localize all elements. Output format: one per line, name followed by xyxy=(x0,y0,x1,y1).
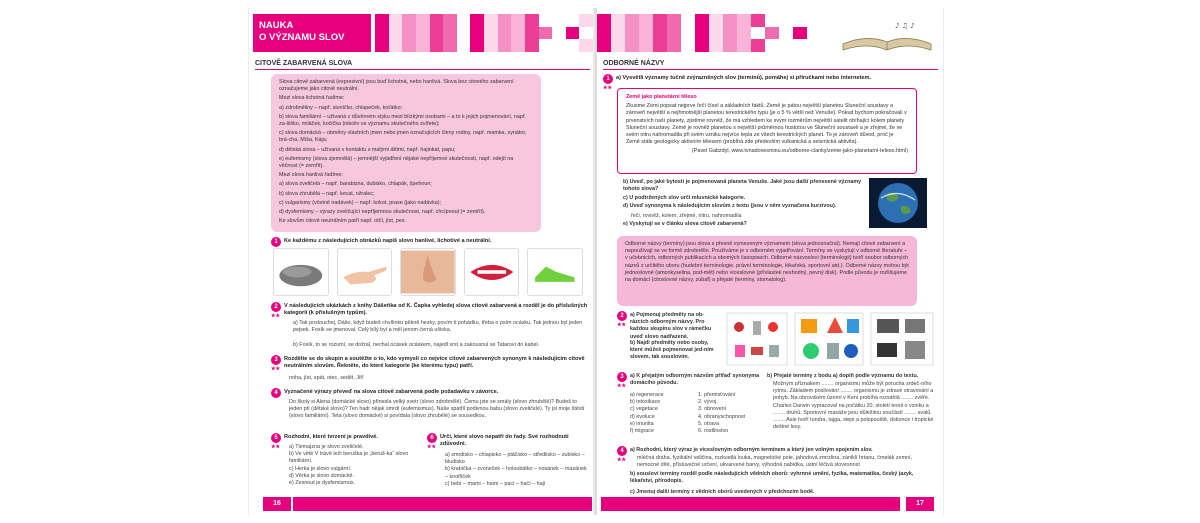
exercise-5-item: d) Věrka je slovo domácké. xyxy=(289,472,355,479)
difficulty-stars: ★★ xyxy=(617,383,626,389)
exercise-1-text: Ke každému z následujících obrázků napiš slovo hanlivé, lichotivé a neutrální. xyxy=(284,238,492,244)
mosaic-tile xyxy=(402,39,416,52)
mosaic-tile xyxy=(793,14,807,27)
mosaic-tile xyxy=(443,39,457,52)
section-title-left: CITOVĚ ZABARVENÁ SLOVA xyxy=(255,60,353,67)
exercise-number: 1 xyxy=(271,237,281,247)
mosaic-tile xyxy=(375,27,389,40)
mosaic-tile xyxy=(611,14,625,27)
mosaic-tile xyxy=(625,39,639,52)
mosaic-tile xyxy=(751,14,765,27)
nose-image xyxy=(400,248,456,296)
mosaic-tile xyxy=(511,27,525,40)
exercise-r2-images xyxy=(725,311,935,367)
exercise-number: 5 xyxy=(271,433,281,443)
exercise-5-item: e) Zesnout je dysfemismus. xyxy=(289,480,355,487)
mosaic-tile xyxy=(457,27,471,40)
hanliva-item: d) dysfemismy – výrazy zveličující nepříjemnou skutečnost, např. chcípnout (= zemřít). xyxy=(279,209,486,216)
mosaic-tile xyxy=(498,27,512,40)
lichotna-item: b) slova familiární – užívaná v důvěrném styku mezi blízkými osobami – a to k jejich pojmenování, např. za-šiško, miláček, kočička (nikoliv ve významu skutečného zvířete); xyxy=(279,113,527,128)
textbook-spread xyxy=(248,8,944,515)
r3-right-item: 5. otrava xyxy=(698,420,719,427)
mosaic-tile xyxy=(416,27,430,40)
hanliva-item: c) vulgarismy (včetně nadávek) – např. kokot, prase (jako nadávka); xyxy=(279,199,442,206)
article-source: (Pavel Gabzdyl, www.tvnadovesminu.eu/odborne-clanky/zeme-jako-planetarni-teleso.html) xyxy=(691,148,908,155)
difficulty-stars: ★★ xyxy=(603,85,612,91)
section-divider-left xyxy=(255,69,590,70)
mosaic-tile xyxy=(457,14,471,27)
r3-right-item: 1. přemisťování xyxy=(698,392,736,398)
article-text: Zkusme Zemi popsat nejprve řečí čísel a základních faktů. Země je pátou největší planetou Sluneční soustavy a zároveň největší a nejhmotnější planetou terestrického typu (je o 5 % větší než Venuše). Pokud bychom pokračovali v prvenstvích naší planety, zjistíme rovněž, že má vzhledem ke svým rozměrům největší satelit obíhající kolem planety Sluneční soustavy. Země je rovněž planetou s největší průměrnou hustotou ve Sluneční soustavě a je zřejmé, že ve svém nitru nahromadila při svém vzniku nejvíce tepla ze všech terestrických planet. To je zároveň důvod, proč je Země stále geologicky aktivním tělesem (probíhá zde především vulkanická a seismická aktivita). xyxy=(626,103,907,146)
r3-left-item: b) intoxikace xyxy=(630,399,661,406)
mosaic-tile xyxy=(375,39,389,52)
mosaic-tile xyxy=(470,27,484,40)
exercise-4-body: Do školy si Alena (domácké slovo) přinesla velký svetr (slovo zdrobnělé). Čemu jste se smály (slovo zhrubělé)? Budeš to jeden ptí (dětské slovo)? Ten hadr nějak smrdí (eufemismus). Naše spatřil podivnou babu (slovo zveličelé). Ty jsi moje štěstí (slovo familiární). Teta (slovo domácké) si povídala (slovo zhrubělé) se sousedkou. xyxy=(289,399,585,420)
footer-bar-right xyxy=(601,497,900,511)
mosaic-tile xyxy=(765,14,779,27)
hanliva-item: b) slova zhrubělá – např. kecat, ožralec; xyxy=(279,190,375,197)
mosaic-tile xyxy=(723,39,737,52)
article-box-earth xyxy=(617,88,917,174)
r3-left-item: f) migrace xyxy=(630,428,654,435)
difficulty-stars: ★★ xyxy=(271,444,280,450)
mosaic-tile xyxy=(793,39,807,52)
mosaic-tile xyxy=(779,39,793,52)
mosaic-tile xyxy=(566,39,580,52)
mosaic-tile xyxy=(539,39,553,52)
mosaic-tile xyxy=(484,39,498,52)
mosaic-tile xyxy=(430,39,444,52)
mosaic-tile xyxy=(681,39,695,52)
mosaic-tile xyxy=(457,39,471,52)
mosaic-tile xyxy=(765,27,779,40)
r3-left-item: c) vegetace xyxy=(630,406,658,413)
mosaic-tile xyxy=(695,14,709,27)
chapter-title-line1: NAUKA xyxy=(259,20,294,31)
exercise-5-item: a) Tlemajzna je slovo zveličelé. xyxy=(289,444,364,450)
lips-image xyxy=(464,248,520,296)
difficulty-stars: ★★ xyxy=(617,322,626,328)
r3-right-item: 4. obranyschopnost xyxy=(698,413,746,420)
section-title-right: ODBORNÉ NÁZVY xyxy=(603,60,665,67)
difficulty-stars: ★★ xyxy=(617,457,626,463)
lichotna-item: d) dětská slova – užívaná v kontaktu s malými dětmi, např. hajinkat, papu; xyxy=(279,146,456,153)
box-lichotna-list xyxy=(279,105,533,171)
mosaic-tile xyxy=(779,27,793,40)
mosaic-tile xyxy=(625,27,639,40)
exercise-3-text: Rozdělte se do skupin a soutěžte o to, kdo vymyslí co nejvíce citově zabarvených synonym k následujícím citově neutrálním slovům. Řekněte, do které kategorie (ke kterému typu) patří. xyxy=(284,356,585,370)
mosaic-tile xyxy=(611,39,625,52)
mosaic-tile xyxy=(723,14,737,27)
definition-box-citove xyxy=(271,74,541,232)
exercise-r2-b: b) Najdi předměty nebo osoby, které můžeš pojmenovat jed-ním slovem, tak souslovím. xyxy=(630,340,714,361)
exercise-r4-b: b) sousloví termíny rozděl podle následujících vědních oborů: vyhrnné umění, fyzika, matematika, český jazyk, lékařství, přírodopis. xyxy=(630,471,914,485)
exercise-4-text: Vyznačené výrazy převeď na slova citově zabarvená podle požadavku v závorce. xyxy=(284,389,499,395)
hanliva-item: a) slova zveličelá – např. barabizna, dubisko, chlapák, špehoun; xyxy=(279,181,432,188)
exercise-r3-columns xyxy=(630,392,760,435)
section-divider-right xyxy=(603,69,938,70)
mosaic-tile xyxy=(552,14,566,27)
left-page xyxy=(248,8,595,515)
mosaic-tile xyxy=(579,39,593,52)
definition-box-odborne xyxy=(617,236,917,306)
page-number-right: 17 xyxy=(906,497,934,511)
r3-left-item: a) regenerace xyxy=(630,392,664,398)
mosaic-tile xyxy=(579,14,593,27)
mosaic-tile xyxy=(723,27,737,40)
exercise-6-item: c) bebí – mami – hami – pací – hačí – hají xyxy=(445,480,546,487)
mosaic-tile xyxy=(539,27,553,40)
box-hanliva-list xyxy=(279,181,533,216)
mosaic-tile xyxy=(653,39,667,52)
exercise-r1-e: e) Vyskytují se v článku slova citově zabarvená? xyxy=(623,221,747,227)
exercise-1-images xyxy=(273,248,583,296)
open-book-icon xyxy=(837,12,937,56)
mosaic-tile xyxy=(779,14,793,27)
mosaic-tile xyxy=(443,27,457,40)
exercise-r4-a-text: mléčná dráha, fyzikální veličina, rozkvetlá louka, magnetické pole, jahodová zmrzlina, zániklí hrtanu, čmelák zemní, nemocné dítě, přísluvečné určení, ukvarvené barvy, výhodná nabídka, ustní léčivá slovesnost xyxy=(637,455,913,469)
difficulty-stars: ★★ xyxy=(427,444,436,450)
mosaic-tile xyxy=(737,39,751,52)
exercise-6-item: b) krabička – zvoneček – holoubátko – nosánek – mazánek – knoflíček xyxy=(445,466,587,480)
mosaic-tile xyxy=(402,27,416,40)
earth-image xyxy=(869,178,927,228)
mosaic-tile xyxy=(443,14,457,27)
mosaic-tile xyxy=(793,27,807,40)
right-page xyxy=(597,8,944,515)
mosaic-tile xyxy=(625,14,639,27)
difficulty-stars: ★★ xyxy=(271,366,280,372)
mosaic-tile xyxy=(539,14,553,27)
difficulty-stars: ★★ xyxy=(271,313,280,319)
exercise-r2-a: a) Pojmenuj předměty na ob-rázcích odborným názvy. Pro každou skupinu slov v rámečku uveď slovo nadřazené. xyxy=(630,312,712,340)
box2-text: Odborné názvy (termíny) jsou slova s přesně vymezeným významem (slova jednoznačná). Nemají citové zabarvení a nepoužívají se ve formě zdrobnělin. Používáme je v odborném vyjadřování. Termíny se vyskytují v odborné literatuře – v učebnicích, odborných publikacích a obomých časopisech. Odborné názvosloví (terminologii) tvoří soubor odborných názvů z určitého oboru (hudební terminologie, právní terminologie, lékařská, sportovní atd.). Odborné názvy mohou být jednoslovné (amonkyselina, pod-mět) nebo víceslovné (přívlastek neshodný, pevný disk). Podle původu je rozlišujeme na domácí (citoslovné názvy, zubaf) a přejaté (termíny, stomatolog). xyxy=(625,241,909,284)
mosaic-tile xyxy=(597,39,611,52)
mosaic-tile xyxy=(667,14,681,27)
exercise-r3-left-col xyxy=(630,392,692,435)
box-footer: Ke slovům citově neutrálním patří např. otčí, jíst, pes. xyxy=(279,218,407,225)
lichotna-item: c) slova domácká – obměny vlastních jmen nebo jmen označujících členy rodiny, např. mamka, synátor, brá-cha, Míša, Kája; xyxy=(279,130,527,144)
mosaic-tile xyxy=(498,39,512,52)
mosaic-tile xyxy=(552,39,566,52)
mosaic-tile xyxy=(484,27,498,40)
r3-right-item: 3. obnovení xyxy=(698,406,727,413)
exercise-number: 2 xyxy=(271,302,281,312)
exercise-r3-b-text: Možným příznakem ........ organismu může být porucha srdeč-ního rytmu. Základem posilování ........ organismu je zdravé stravování a pohyb. Na obrovském území v Keni probíhá rozsáhlá ........ zvěře. Charles Darwin vypracoval na počátku 20. století teorii o vzniku a ........ druhů. Sportovní masáže jsou důležitou součástí ........ svalů. ........ Asie tvoří tundra, tajga, stepi a polopouště, dokonce i tropické deštné lesy. xyxy=(773,381,934,431)
mosaic-tile xyxy=(484,14,498,27)
mosaic-tile xyxy=(389,39,403,52)
mosaic-tile xyxy=(389,27,403,40)
exercise-r1-b: b) Uveď, po jaké bytosti je pojmenovaná planeta Venuše. Jaké jsou další přenesené významy tohoto slova? xyxy=(623,179,862,193)
mosaic-tile xyxy=(511,39,525,52)
mosaic-tile xyxy=(737,27,751,40)
exercise-6-item: a) smrdisko – chlapisko – ptáčisko – střediisko – zubisko – bludisko xyxy=(445,452,585,466)
exercise-number: 4 xyxy=(271,388,281,398)
mosaic-tile xyxy=(375,14,389,27)
r3-right-item: 6. rostlinstvo xyxy=(698,428,729,435)
exercise-r3-right-col xyxy=(698,392,760,435)
footer-bar-left xyxy=(293,497,592,511)
mosaic-tile xyxy=(765,39,779,52)
exercise-r3-b: b) Přejaté termíny z bodu a) doplň podle významu do textu. xyxy=(767,373,919,379)
exercise-r1-text: a) Vysvětli významy tučně zvýrazněných slov (termínů), pomáhej si příručkami nebo internetem. xyxy=(616,75,872,81)
mosaic-tile xyxy=(681,14,695,27)
header-mosaic-left xyxy=(375,14,593,52)
exercise-2-b: b) Foxík, to se rozumí, se dožral, nechal ocásek ocáskem, najedl srst a zakousnul se Tatarovi do kabel. xyxy=(293,342,540,348)
mosaic-tile xyxy=(709,27,723,40)
mosaic-tile xyxy=(597,14,611,27)
mosaic-tile xyxy=(430,14,444,27)
r3-left-item: e) imunita xyxy=(630,420,654,427)
mosaic-tile xyxy=(653,27,667,40)
mosaic-tile xyxy=(695,39,709,52)
mosaic-tile xyxy=(639,39,653,52)
mosaic-tile xyxy=(430,27,444,40)
mosaic-tile xyxy=(525,39,539,52)
mosaic-tile xyxy=(639,14,653,27)
mosaic-tile xyxy=(579,27,593,40)
exercise-r1-d-words: řeči, rovněž, kolem, zřejmé, nitru, nahromadila xyxy=(631,213,742,219)
box-hanliva-head: Mezi slova hanlivá řadíme: xyxy=(279,172,343,179)
mosaic-tile xyxy=(402,14,416,27)
exercise-r4-c: c) Jmenuj další termíny z vědních oborů uvedených v předchozím bodě. xyxy=(630,489,815,495)
box-intro: Slova citově zabarvená (expresivní) jsou buď lichotná, nebo hanlivá. Slova bez citového zabarvení označujeme jako citově neutrální. xyxy=(279,79,514,93)
mosaic-tile xyxy=(566,14,580,27)
exercise-6-list xyxy=(445,452,591,488)
mosaic-tile xyxy=(709,39,723,52)
mosaic-tile xyxy=(681,27,695,40)
box-lichotna-head: Mezi slova lichotná řadíme: xyxy=(279,95,345,102)
mosaic-tile xyxy=(695,27,709,40)
mosaic-tile xyxy=(709,14,723,27)
mosaic-tile xyxy=(667,27,681,40)
mosaic-tile xyxy=(498,14,512,27)
mosaic-tile xyxy=(639,27,653,40)
mosaic-tile xyxy=(389,14,403,27)
mosaic-tile xyxy=(611,27,625,40)
mosaic-tile xyxy=(416,14,430,27)
exercise-number: 2 xyxy=(617,311,627,321)
mosaic-tile xyxy=(597,27,611,40)
exercise-r4-a: a) Rozhodni, který výraz je víceslovným odborným termínem a který jen volným spojením slov. xyxy=(630,447,873,453)
mosaic-tile xyxy=(416,39,430,52)
article-title: Země jako planetární těleso xyxy=(626,94,697,100)
mosaic-tile xyxy=(751,27,765,40)
mosaic-tile xyxy=(470,39,484,52)
chapter-title-line2: O VÝZNAMU SLOV xyxy=(259,32,345,43)
mosaic-tile xyxy=(552,27,566,40)
exercise-3-words: noha, jíst, spát, otec, sedět, Jiří xyxy=(289,375,364,381)
mosaic-tile xyxy=(511,14,525,27)
exercise-2-text: V následujících ukázkách z knihy Dášeňka od K. Čapka vyhledej slova citově zabarvená a rozděl je do příslušných kategorií (k příslušným typům). xyxy=(284,303,588,317)
exercise-number: 1 xyxy=(603,74,613,84)
chapter-title xyxy=(253,14,371,52)
r3-left-item: d) evoluce xyxy=(630,413,655,420)
exercise-number: 3 xyxy=(617,372,627,382)
exercise-r3-a: a) K přejatým odborným názvům přiřaď synonyma domácího původu. xyxy=(630,373,760,387)
mosaic-tile xyxy=(566,27,580,40)
exercise-6-text: Urči, které slovo nepatří do řady. Své rozhodnutí zdůvodni. xyxy=(440,434,569,448)
exercise-number: 4 xyxy=(617,446,627,456)
mosaic-tile xyxy=(470,14,484,27)
page-number-left: 16 xyxy=(263,497,291,511)
hand-image xyxy=(337,248,393,296)
exercise-5-list xyxy=(289,444,419,487)
exercise-number: 6 xyxy=(427,433,437,443)
r3-right-item: 2. vývoj xyxy=(698,399,717,406)
exercise-r1-c: c) U podtržených slov urči mluvnické kategorie. xyxy=(623,195,746,201)
exercise-r1-d: d) Uveď synonyma k následujícím slovům z textu (jsou v něm vyznačena kurzívou). xyxy=(623,203,837,209)
mosaic-tile xyxy=(653,14,667,27)
header-mosaic-right xyxy=(597,14,807,52)
mosaic-tile xyxy=(525,14,539,27)
mosaic-tile xyxy=(751,39,765,52)
lichotna-item: e) eufemismy (slova zjemnělá) – jemnější vyjádření nějaké nepříjemné skutečnosti, např. odejít na věčnost (= zemřít). xyxy=(279,155,514,170)
exercise-5-item: c) Herka je slovo vulgární. xyxy=(289,465,352,472)
stone-image xyxy=(273,248,329,296)
svg-text:♪ ♫ ♪: ♪ ♫ ♪ xyxy=(895,22,915,30)
exercise-2-a: a) Tak poslouchej, Dášo, když budeš chvílinku pěkně hezky, povím ti pohádku, třeba o psím ocásku. Tak jednou byl jeden pejsek. Foxík se jmenoval. Celý bílý byl a měl jenom černá ušiska. xyxy=(293,320,583,334)
mosaic-tile xyxy=(737,14,751,27)
exercise-number: 3 xyxy=(271,355,281,365)
mosaic-tile xyxy=(525,27,539,40)
sneaker-image xyxy=(527,248,583,296)
mosaic-tile xyxy=(667,39,681,52)
lichotna-item: a) zdrobněliny – např. sluníčko, chlapeček, koťátko; xyxy=(279,104,403,111)
exercise-5-text: Rozhodni, které tvrzení je pravdivé. xyxy=(284,434,378,440)
exercise-5-item: b) Ve větě V trávě leží beruška je „beruš-ka“ slovo familiární. xyxy=(289,451,409,465)
